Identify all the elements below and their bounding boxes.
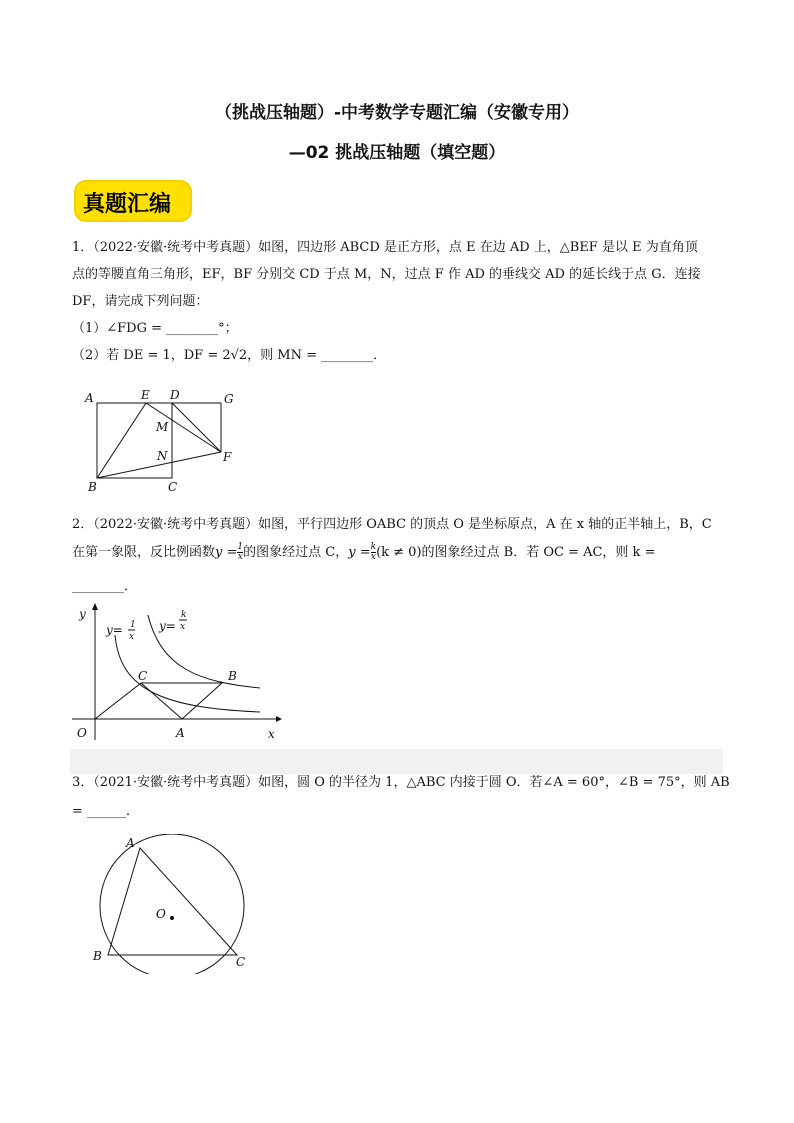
fraction-1-numerator: 1 (237, 542, 244, 552)
problem-2-text-c: (k ≠ 0)的图象经过点 B．若 OC = AC，则 k = (376, 545, 656, 560)
label-y-axis: y (79, 607, 86, 621)
label-b: B (93, 949, 102, 963)
label-o: O (156, 907, 166, 921)
label-a: A (85, 391, 94, 405)
curve-1-label: y= (106, 623, 123, 637)
document-title-line2: —02 挑战压轴题（填空题） (288, 143, 506, 163)
segment-eb (97, 403, 146, 478)
problem-1-line-2: 点的等腰直角三角形，EF，BF 分别交 CD 于点 M，N，过点 F 作 AD 的垂线交 AD 的延长线于点 G．连接 (72, 267, 701, 282)
label-f: F (223, 450, 232, 464)
problem-2-text-b: 的图象经过点 C， (243, 545, 349, 560)
label-c: C (168, 480, 178, 494)
label-b: B (228, 669, 237, 683)
problem-2-line-2 (72, 540, 732, 566)
curve-2-denominator: x (180, 622, 186, 632)
problem-1-part-2: （2）若 DE = 1，DF = 2√2，则 MN = ________． (72, 348, 387, 363)
y-axis-arrow (92, 603, 98, 610)
label-a: A (176, 726, 185, 740)
label-c: C (236, 955, 246, 969)
circle-o (100, 834, 244, 974)
label-g: G (224, 392, 234, 406)
section-badge (74, 180, 192, 222)
problem-2-figure (68, 600, 288, 745)
fraction-2-numerator: k (370, 542, 377, 552)
curve-1-denominator: x (129, 632, 135, 642)
problem-2-y-eq-1: y = (215, 545, 238, 560)
x-axis-arrow (276, 716, 282, 722)
problem-2-line-1: 2．（2022·安徽·统考中考真题）如图，平行四边形 OABC 的顶点 O 是坐标原点，A 在 x 轴的正半轴上，B，C (72, 517, 712, 532)
problem-3-line-1: 3．（2021·安徽·统考中考真题）如图，圆 O 的半径为 1，△ABC 内接于圆 O．若∠A = 60°，∠B = 75°，则 AB (72, 775, 730, 790)
problem-1-line-3: DF，请完成下列问题： (72, 294, 209, 309)
label-a: A (126, 836, 135, 850)
parallelogram-oabc (95, 683, 222, 719)
problem-1-line-1: 1．（2022·安徽·统考中考真题）如图，四边形 ABCD 是正方形，点 E 在边 AD 上，△BEF 是以 E 为直角顶 (72, 240, 698, 255)
problem-2-y-eq-2: y = (348, 545, 371, 560)
document-title-line1: （挑战压轴题）-中考数学专题汇编（安徽专用） (214, 103, 580, 123)
curve-y-1-over-x (115, 635, 260, 712)
label-m: M (156, 420, 169, 434)
square-abcd (97, 403, 172, 478)
problem-1-figure (80, 385, 250, 500)
segment-df (172, 403, 221, 452)
fraction-2-denominator: x (370, 552, 376, 562)
curve-1-numerator: 1 (130, 620, 136, 630)
problem-1-part-1: （1）∠FDG = ________°； (72, 321, 238, 336)
label-o: O (77, 726, 87, 740)
center-point-o (170, 916, 174, 920)
label-c: C (138, 669, 148, 683)
label-n: N (157, 449, 168, 463)
problem-2-line-3: ________． (72, 579, 138, 594)
label-b: B (88, 480, 97, 494)
problem-2-text-a: 在第一象限，反比例函数 (72, 545, 216, 560)
curve-2-numerator: k (181, 610, 187, 620)
label-x-axis: x (268, 727, 275, 741)
section-badge-label: 真题汇编 (83, 192, 172, 217)
problem-3-line-2: = ______． (72, 804, 140, 819)
problem-3-figure (88, 834, 258, 974)
label-e: E (141, 388, 150, 402)
fraction-1-denominator: x (237, 552, 243, 562)
curve-2-label: y= (159, 619, 176, 633)
label-d: D (170, 388, 180, 402)
triangle-abc (108, 848, 237, 955)
